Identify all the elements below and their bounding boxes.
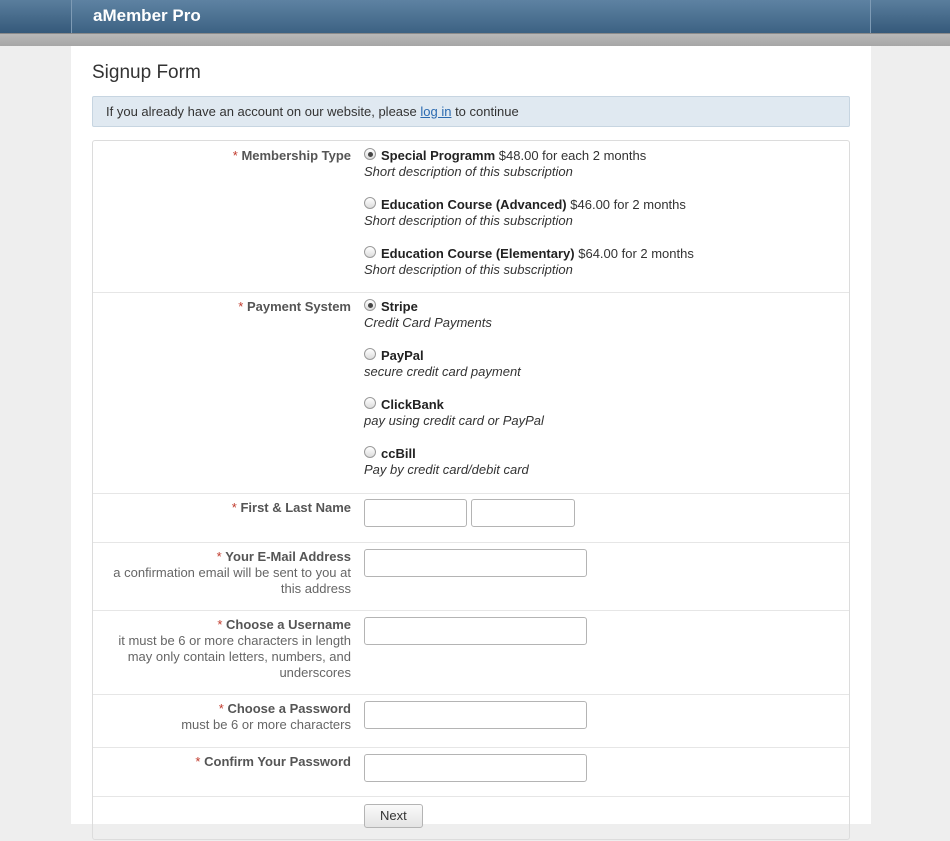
payment-option-clickbank[interactable] [364, 397, 544, 429]
required-marker: * [238, 299, 244, 314]
required-marker: * [231, 500, 237, 515]
radio-button[interactable] [364, 246, 376, 258]
signup-form [92, 140, 850, 840]
header-inner [71, 0, 871, 33]
notice-suffix: to continue [451, 104, 519, 119]
email-hint: a confirmation email will be sent to you at [113, 565, 351, 580]
option-price: $46.00 for 2 months [570, 197, 686, 212]
membership-type-row [93, 141, 849, 293]
membership-options [364, 148, 694, 278]
payment-system-label: Payment System [246, 299, 351, 314]
confirm-password-label-col [93, 754, 351, 770]
password-label: Choose a Password [227, 701, 351, 716]
name-row [93, 493, 849, 543]
required-marker: * [216, 549, 222, 564]
password-hint: must be 6 or more characters [181, 717, 351, 732]
radio-button[interactable] [364, 197, 376, 209]
payment-option-stripe[interactable] [364, 299, 544, 331]
option-description: Credit Card Payments [364, 315, 492, 330]
username-hint: may only contain letters, numbers, and [127, 649, 351, 664]
option-description: pay using credit card or PayPal [364, 413, 544, 428]
option-title: PayPal [381, 348, 424, 363]
name-label: First & Last Name [240, 500, 351, 515]
option-title: Education Course (Elementary) [381, 246, 575, 261]
top-header-bar [0, 0, 950, 33]
notice-prefix: If you already have an account on our website, please [106, 104, 421, 119]
required-marker: * [217, 617, 223, 632]
password-row [93, 694, 849, 748]
payment-system-row [93, 292, 849, 494]
payment-options [364, 299, 544, 478]
username-label: Choose a Username [226, 617, 351, 632]
confirm-password-input[interactable] [364, 754, 587, 782]
email-label: Your E-Mail Address [225, 549, 351, 564]
option-description: Short description of this subscription [364, 164, 573, 179]
username-row [93, 610, 849, 695]
page-content [71, 46, 871, 824]
page-title: Signup Form [92, 62, 201, 83]
radio-button[interactable] [364, 446, 376, 458]
option-price: $48.00 for each 2 months [498, 148, 647, 163]
option-description: Pay by credit card/debit card [364, 462, 529, 477]
payment-option-paypal[interactable] [364, 348, 544, 380]
password-label-col [93, 701, 351, 733]
membership-type-label-col [93, 148, 351, 164]
option-price: $64.00 for 2 months [578, 246, 694, 261]
email-label-col [93, 549, 351, 597]
next-button[interactable]: Next [364, 804, 423, 828]
app-logo-title[interactable]: aMember Pro [93, 6, 201, 25]
payment-option-ccbill[interactable] [364, 446, 544, 478]
confirm-password-row [93, 747, 849, 797]
radio-button-checked[interactable] [364, 299, 376, 311]
username-label-col [93, 617, 351, 681]
header-separator-band [0, 33, 950, 46]
option-description: Short description of this subscription [364, 262, 573, 277]
first-name-input[interactable] [364, 499, 467, 527]
required-marker: * [218, 701, 224, 716]
option-description: Short description of this subscription [364, 213, 573, 228]
option-description: secure credit card payment [364, 364, 521, 379]
option-title: Stripe [381, 299, 418, 314]
membership-option[interactable] [364, 148, 694, 180]
membership-option[interactable] [364, 246, 694, 278]
username-hint: underscores [279, 665, 351, 680]
email-hint: this address [280, 581, 351, 596]
last-name-input[interactable] [471, 499, 575, 527]
login-link[interactable]: log in [420, 104, 452, 119]
required-marker: * [195, 754, 201, 769]
radio-button[interactable] [364, 397, 376, 409]
email-row [93, 542, 849, 611]
login-notice [92, 96, 850, 127]
username-hint: it must be 6 or more characters in length [118, 633, 351, 648]
radio-button[interactable] [364, 348, 376, 360]
radio-button-checked[interactable] [364, 148, 376, 160]
option-title: ccBill [381, 446, 416, 461]
required-marker: * [232, 148, 238, 163]
name-label-col [93, 500, 351, 516]
membership-type-label: Membership Type [241, 148, 351, 163]
option-title: ClickBank [381, 397, 444, 412]
option-title: Special Programm [381, 148, 496, 163]
password-input[interactable] [364, 701, 587, 729]
membership-option[interactable] [364, 197, 694, 229]
submit-row [93, 796, 849, 841]
payment-system-label-col [93, 299, 351, 315]
option-title: Education Course (Advanced) [381, 197, 567, 212]
confirm-password-label: Confirm Your Password [204, 754, 351, 769]
email-input[interactable] [364, 549, 587, 577]
username-input[interactable] [364, 617, 587, 645]
